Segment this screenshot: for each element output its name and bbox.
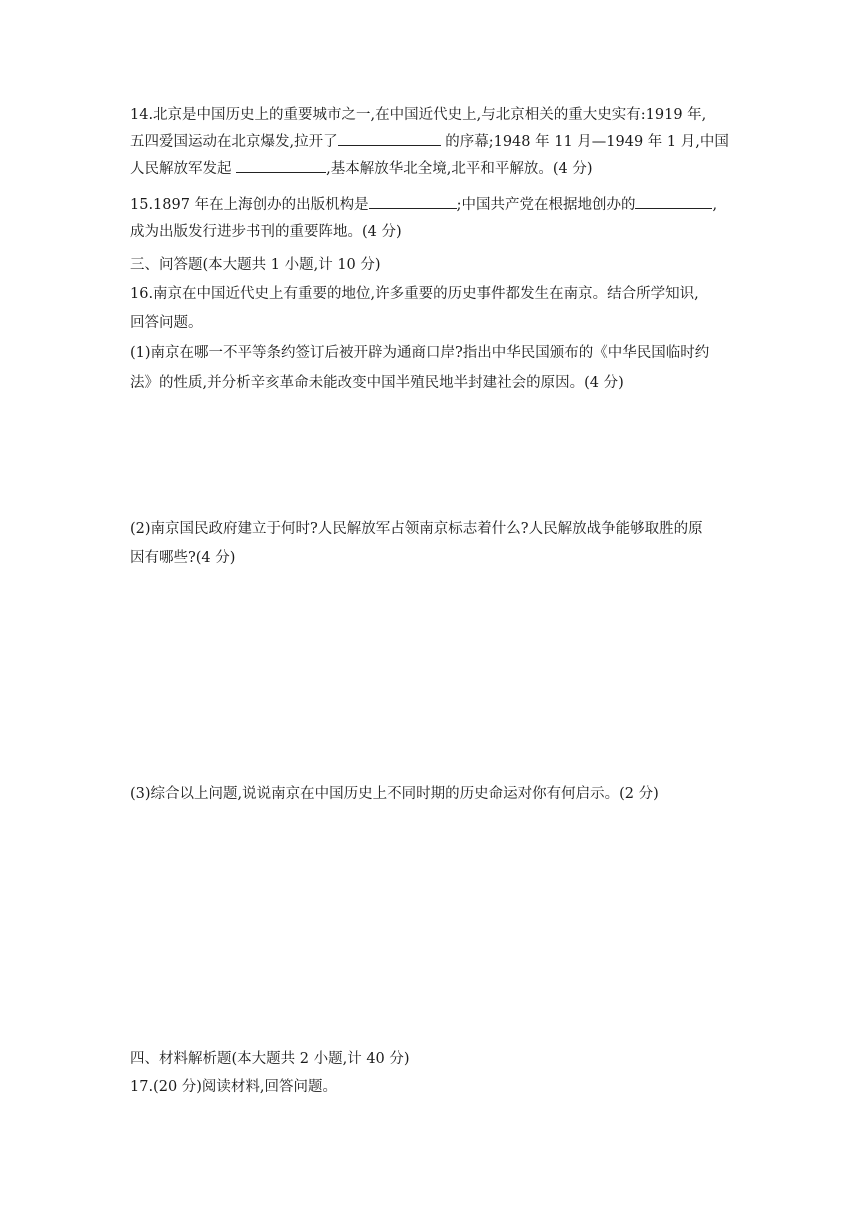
q15-blank-2[interactable] bbox=[635, 194, 712, 209]
q16-intro-line-2: 回答问题。 bbox=[130, 315, 203, 331]
section-4-heading: 四、材料解析题(本大题共 2 小题,计 40 分) bbox=[130, 1051, 410, 1067]
q16-part-1-line-1: (1)南京在哪一不平等条约签订后被开辟为通商口岸?指出中华民国颁布的《中华民国临时约 bbox=[130, 345, 710, 361]
q15-line-2: 成为出版发行进步书刊的重要阵地。(4 分) bbox=[130, 224, 402, 240]
q14-line-3: 人民解放军发起 ,基本解放华北全境,北平和平解放。(4 分) bbox=[130, 158, 740, 179]
q14-blank-2[interactable] bbox=[236, 158, 326, 173]
q14-line-2: 五四爱国运动在北京爆发,拉开了 的序幕;1948 年 11 月—1949 年 1 月,中国 bbox=[130, 131, 740, 152]
q16-part-2-line-2: 因有哪些?(4 分) bbox=[130, 550, 236, 566]
q16-part-2-line-1: (2)南京国民政府建立于何时?人民解放军占领南京标志着什么?人民解放战争能够取胜的原 bbox=[130, 521, 703, 537]
q14-line-1: 14.北京是中国历史上的重要城市之一,在中国近代史上,与北京相关的重大史实有:1919 年, bbox=[130, 107, 707, 123]
q15-line-1: 15.1897 年在上海创办的出版机构是 ;中国共产党在根据地创办的 , bbox=[130, 194, 740, 215]
q16-intro-line-1: 16.南京在中国近代史上有重要的地位,许多重要的历史事件都发生在南京。结合所学知识, bbox=[130, 286, 699, 302]
q14-blank-1[interactable] bbox=[338, 131, 441, 146]
q16-part-3: (3)综合以上问题,说说南京在中国历史上不同时期的历史命运对你有何启示。(2 分) bbox=[130, 786, 659, 802]
q17-intro: 17.(20 分)阅读材料,回答问题。 bbox=[130, 1079, 338, 1095]
q15-blank-1[interactable] bbox=[369, 194, 457, 209]
q16-part-1-line-2: 法》的性质,并分析辛亥革命未能改变中国半殖民地半封建社会的原因。(4 分) bbox=[130, 375, 624, 391]
section-3-heading: 三、问答题(本大题共 1 小题,计 10 分) bbox=[130, 257, 381, 273]
